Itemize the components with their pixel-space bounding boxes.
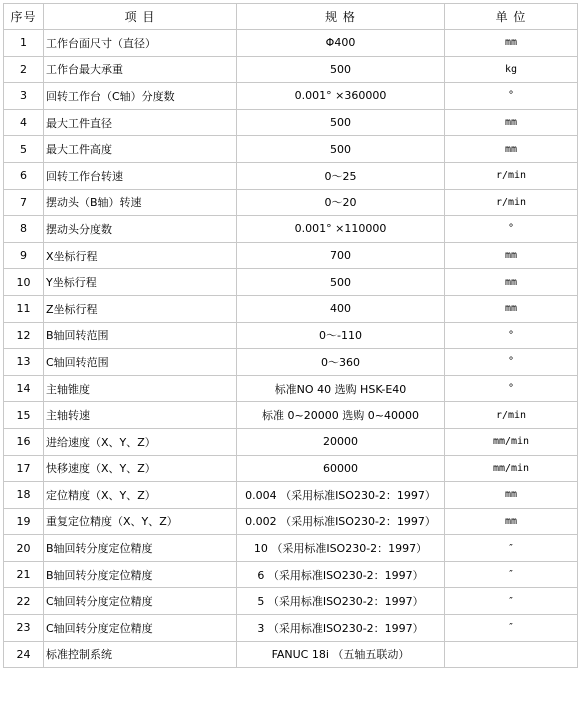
row-number: 3	[4, 83, 44, 110]
row-spec: 0.001° ×360000	[237, 83, 445, 110]
row-unit: °	[445, 83, 578, 110]
row-spec: 标准 0~20000 选购 0~40000	[237, 402, 445, 429]
row-spec: 10 （采用标准ISO230-2：1997）	[237, 535, 445, 562]
spec-table	[3, 3, 578, 668]
row-spec: 0～-110	[237, 322, 445, 349]
table-row	[4, 428, 578, 455]
row-item: B轴回转分度定位精度	[44, 535, 237, 562]
header-item: 项 目	[44, 4, 237, 30]
row-item: 回转工作台（C轴）分度数	[44, 83, 237, 110]
table-row	[4, 375, 578, 402]
row-unit: mm	[445, 295, 578, 322]
row-unit	[445, 641, 578, 668]
row-number: 15	[4, 402, 44, 429]
row-item: B轴回转范围	[44, 322, 237, 349]
table-row	[4, 56, 578, 83]
row-unit: ″	[445, 535, 578, 562]
row-unit: mm	[445, 482, 578, 509]
row-spec: 500	[237, 269, 445, 296]
row-spec: 0.004 （采用标准ISO230-2：1997）	[237, 482, 445, 509]
row-unit: ″	[445, 615, 578, 642]
row-spec: Φ400	[237, 30, 445, 57]
row-unit: ″	[445, 588, 578, 615]
row-spec: 0～25	[237, 162, 445, 189]
row-spec: 5 （采用标准ISO230-2：1997）	[237, 588, 445, 615]
row-unit: ″	[445, 561, 578, 588]
row-spec: 400	[237, 295, 445, 322]
row-item: 主轴转速	[44, 402, 237, 429]
row-number: 11	[4, 295, 44, 322]
row-unit: kg	[445, 56, 578, 83]
table-row	[4, 322, 578, 349]
table-row	[4, 242, 578, 269]
row-item: 定位精度（X、Y、Z）	[44, 482, 237, 509]
row-unit: mm	[445, 242, 578, 269]
row-number: 5	[4, 136, 44, 163]
row-item: 最大工件高度	[44, 136, 237, 163]
row-number: 17	[4, 455, 44, 482]
table-row	[4, 482, 578, 509]
row-number: 18	[4, 482, 44, 509]
row-item: 工作台最大承重	[44, 56, 237, 83]
table-row	[4, 561, 578, 588]
row-item: 回转工作台转速	[44, 162, 237, 189]
row-item: Z坐标行程	[44, 295, 237, 322]
table-row	[4, 269, 578, 296]
header-unit: 单 位	[445, 4, 578, 30]
row-unit: mm/min	[445, 455, 578, 482]
row-unit: °	[445, 349, 578, 376]
row-number: 6	[4, 162, 44, 189]
header-no: 序号	[4, 4, 44, 30]
row-unit: mm/min	[445, 428, 578, 455]
row-spec: 0～20	[237, 189, 445, 216]
table-row	[4, 349, 578, 376]
row-item: B轴回转分度定位精度	[44, 561, 237, 588]
row-unit: mm	[445, 30, 578, 57]
table-row	[4, 136, 578, 163]
row-spec: 20000	[237, 428, 445, 455]
row-spec: 500	[237, 56, 445, 83]
row-item: 快移速度（X、Y、Z）	[44, 455, 237, 482]
row-item: 最大工件直径	[44, 109, 237, 136]
table-row	[4, 162, 578, 189]
row-number: 9	[4, 242, 44, 269]
row-item: 摆动头（B轴）转速	[44, 189, 237, 216]
row-unit: °	[445, 322, 578, 349]
row-item: 摆动头分度数	[44, 216, 237, 243]
row-item: Y坐标行程	[44, 269, 237, 296]
row-number: 21	[4, 561, 44, 588]
row-unit: mm	[445, 136, 578, 163]
row-unit: mm	[445, 269, 578, 296]
row-number: 10	[4, 269, 44, 296]
row-spec: 6 （采用标准ISO230-2：1997）	[237, 561, 445, 588]
table-row	[4, 30, 578, 57]
row-spec: 500	[237, 136, 445, 163]
table-row	[4, 615, 578, 642]
row-item: 主轴锥度	[44, 375, 237, 402]
table-row	[4, 588, 578, 615]
table-row	[4, 216, 578, 243]
row-item: C轴回转分度定位精度	[44, 615, 237, 642]
row-item: 标准控制系统	[44, 641, 237, 668]
row-number: 19	[4, 508, 44, 535]
table-row	[4, 109, 578, 136]
table-row	[4, 189, 578, 216]
row-number: 12	[4, 322, 44, 349]
row-item: C轴回转范围	[44, 349, 237, 376]
table-row	[4, 455, 578, 482]
header-row	[4, 4, 578, 30]
row-spec: 0～360	[237, 349, 445, 376]
row-number: 1	[4, 30, 44, 57]
row-number: 7	[4, 189, 44, 216]
row-unit: mm	[445, 508, 578, 535]
table-header	[4, 4, 578, 30]
row-spec: 3 （采用标准ISO230-2：1997）	[237, 615, 445, 642]
row-item: X坐标行程	[44, 242, 237, 269]
row-unit: r/min	[445, 402, 578, 429]
row-unit: r/min	[445, 162, 578, 189]
row-spec: 500	[237, 109, 445, 136]
row-unit: mm	[445, 109, 578, 136]
row-unit: r/min	[445, 189, 578, 216]
row-number: 24	[4, 641, 44, 668]
row-spec: 0.002 （采用标准ISO230-2：1997）	[237, 508, 445, 535]
row-unit: °	[445, 375, 578, 402]
row-number: 14	[4, 375, 44, 402]
row-number: 13	[4, 349, 44, 376]
row-number: 4	[4, 109, 44, 136]
row-number: 23	[4, 615, 44, 642]
table-row	[4, 83, 578, 110]
row-spec: 60000	[237, 455, 445, 482]
row-spec: FANUC 18i （五轴五联动）	[237, 641, 445, 668]
table-row	[4, 641, 578, 668]
table-body	[4, 30, 578, 668]
row-number: 16	[4, 428, 44, 455]
row-number: 2	[4, 56, 44, 83]
row-unit: °	[445, 216, 578, 243]
row-item: 重复定位精度（X、Y、Z）	[44, 508, 237, 535]
table-row	[4, 508, 578, 535]
row-item: 进给速度（X、Y、Z）	[44, 428, 237, 455]
table-row	[4, 295, 578, 322]
row-spec: 标准NO 40 选购 HSK-E40	[237, 375, 445, 402]
row-number: 8	[4, 216, 44, 243]
header-spec: 规 格	[237, 4, 445, 30]
table-row	[4, 535, 578, 562]
row-number: 20	[4, 535, 44, 562]
row-item: C轴回转分度定位精度	[44, 588, 237, 615]
row-item: 工作台面尺寸（直径）	[44, 30, 237, 57]
row-spec: 0.001° ×110000	[237, 216, 445, 243]
table-row	[4, 402, 578, 429]
row-spec: 700	[237, 242, 445, 269]
row-number: 22	[4, 588, 44, 615]
